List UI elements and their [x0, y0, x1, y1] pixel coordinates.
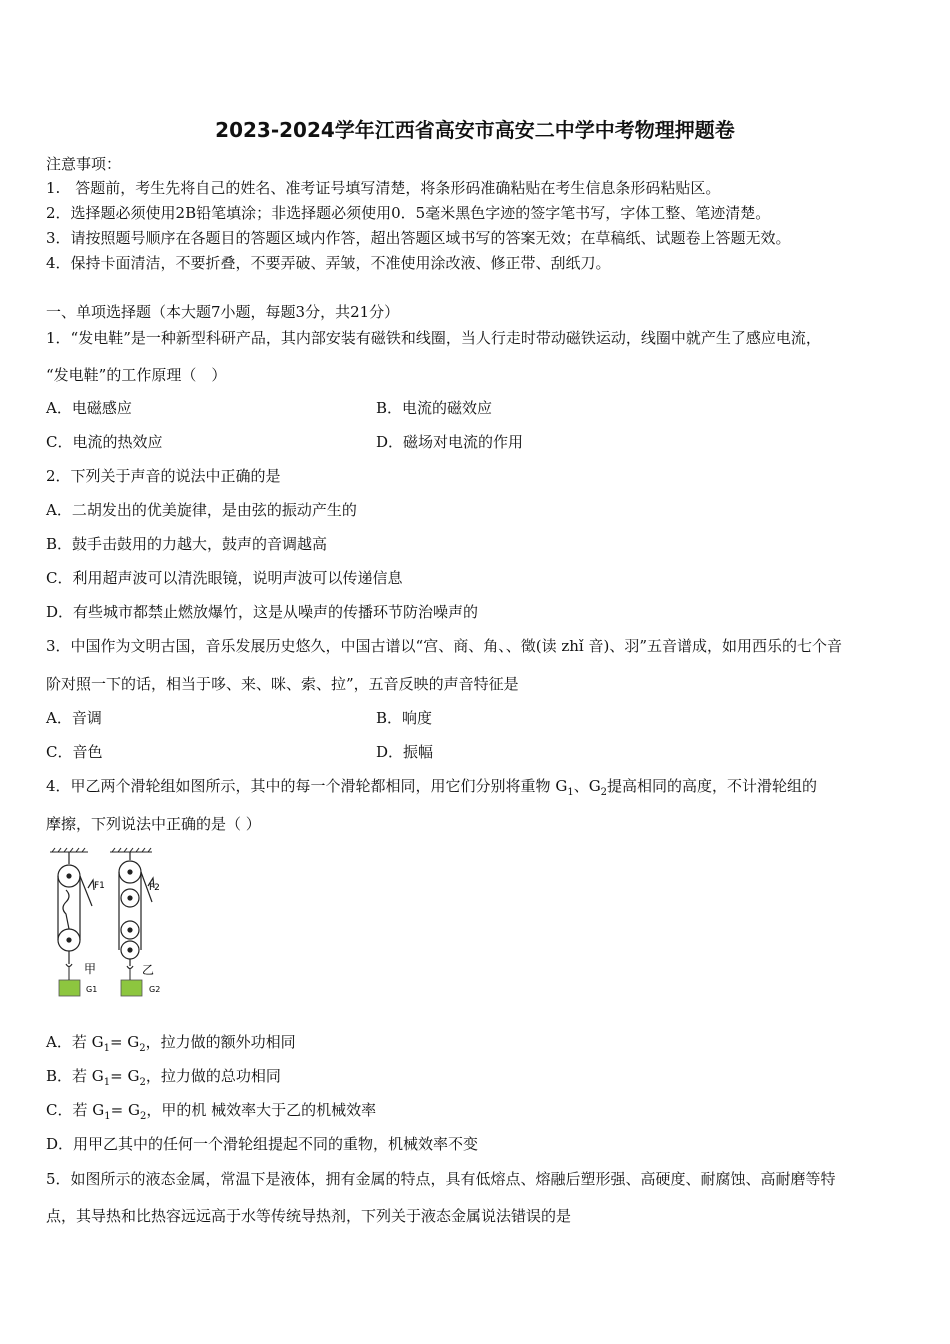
q2-option-a: A．二胡发出的优美旋律，是由弦的振动产生的: [46, 501, 357, 519]
q2-option-b: B．鼓手击鼓用的力越大，鼓声的音调越高: [46, 535, 328, 553]
label-g1: G1: [86, 985, 98, 994]
pulley-system-b: [119, 852, 154, 969]
q4-option-c: C．若 $G_1= G_2$，甲的机 械效率大于乙的机械效率: [46, 1101, 377, 1122]
q4-stem: 4．甲乙两个滑轮组如图所示，其中的每一个滑轮都相同，用它们分别将重物 $G_1$、$G_2$提高相同的高度，不计滑轮组的: [46, 777, 818, 798]
q4-option-b: B．若 $G_1= G_2$，拉力做的总功相同: [46, 1067, 281, 1088]
notice-item: 1. 答题前，考生先将自己的姓名、准考证号填写清楚，将条形码准确粘贴在考生信息条形码粘贴区。: [46, 179, 721, 197]
q2-option-d: D．有些城市都禁止燃放爆竹，这是从噪声的传播环节防治噪声的: [46, 603, 479, 621]
notice-item: 3．请按照题号顺序在各题目的答题区域内作答，超出答题区域书写的答案无效；在草稿纸、试题卷上答题无效。: [46, 229, 791, 247]
q3-option-a: A．音调: [46, 709, 102, 727]
notice-item: 2．选择题必须使用2B铅笔填涂；非选择题必须使用0．5毫米黑色字迹的签字笔书写，字体工整、笔迹清楚。: [46, 204, 771, 222]
force-label-f1: F1: [94, 881, 105, 891]
q2-option-c: C．利用超声波可以清洗眼镜，说明声波可以传递信息: [46, 569, 403, 587]
q1-stem-cont: “发电鞋”的工作原理（ ）: [46, 366, 227, 384]
page-title: 2023-2024学年江西省高安市高安二中学中考物理押题卷: [215, 118, 735, 142]
label-yi: 乙: [142, 963, 155, 977]
label-g2: G2: [149, 985, 161, 994]
q3-option-c: C．音色: [46, 743, 103, 761]
q5-stem: 5．如图所示的液态金属，常温下是液体，拥有金属的特点，具有低熔点、熔融后塑形强、高硬度、耐腐蚀、高耐磨等特: [46, 1170, 836, 1188]
q4-option-a: A．若 $G_1= G_2$，拉力做的额外功相同: [46, 1033, 296, 1054]
q1-option-c: C．电流的热效应: [46, 433, 163, 451]
q4-stem-cont: 摩擦，下列说法中正确的是（ ）: [46, 815, 261, 833]
q3-stem-cont: 阶对照一下的话，相当于哆、来、咪、索、拉”，五音反映的声音特征是: [46, 675, 519, 693]
notice-item: 4．保持卡面清洁，不要折叠，不要弄破、弄皱，不准使用涂改液、修正带、刮纸刀。: [46, 254, 611, 272]
q3-option-d: D．振幅: [376, 743, 434, 761]
pulley-system-a: [58, 852, 94, 967]
q2-stem: 2．下列关于声音的说法中正确的是: [46, 467, 281, 485]
force-label-f2: F2: [149, 883, 160, 893]
q1-option-d: D．磁场对电流的作用: [376, 433, 524, 451]
ceiling-right: [110, 848, 152, 852]
q5-stem-cont: 点，其导热和比热容远远高于水等传统导热剂，下列关于液态金属说法错误的是: [46, 1207, 572, 1225]
ceiling-left: [50, 848, 88, 852]
pulley-diagram: [42, 846, 172, 1002]
q1-option-a: A．电磁感应: [46, 399, 132, 417]
label-jia: 甲: [84, 962, 97, 976]
q3-stem: 3．中国作为文明古国，音乐发展历史悠久，中国古谱以“宫、商、角、、徵(读 zhǐ 音)、羽”五音谱成，如用西乐的七个音: [46, 637, 842, 655]
weight-g1: [59, 980, 80, 996]
weight-g2: [121, 980, 142, 996]
q1-option-b: B．电流的磁效应: [376, 399, 493, 417]
q3-option-b: B．响度: [376, 709, 433, 727]
q4-option-d: D．用甲乙其中的任何一个滑轮组提起不同的重物，机械效率不变: [46, 1135, 479, 1153]
q1-stem: 1．“发电鞋”是一种新型科研产品，其内部安装有磁铁和线圈，当人行走时带动磁铁运动，线圈中就产生了感应电流，: [46, 329, 821, 347]
section-heading: 一、单项选择题（本大题7小题，每题3分，共21分）: [46, 303, 400, 321]
notice-heading: 注意事项：: [46, 155, 122, 173]
